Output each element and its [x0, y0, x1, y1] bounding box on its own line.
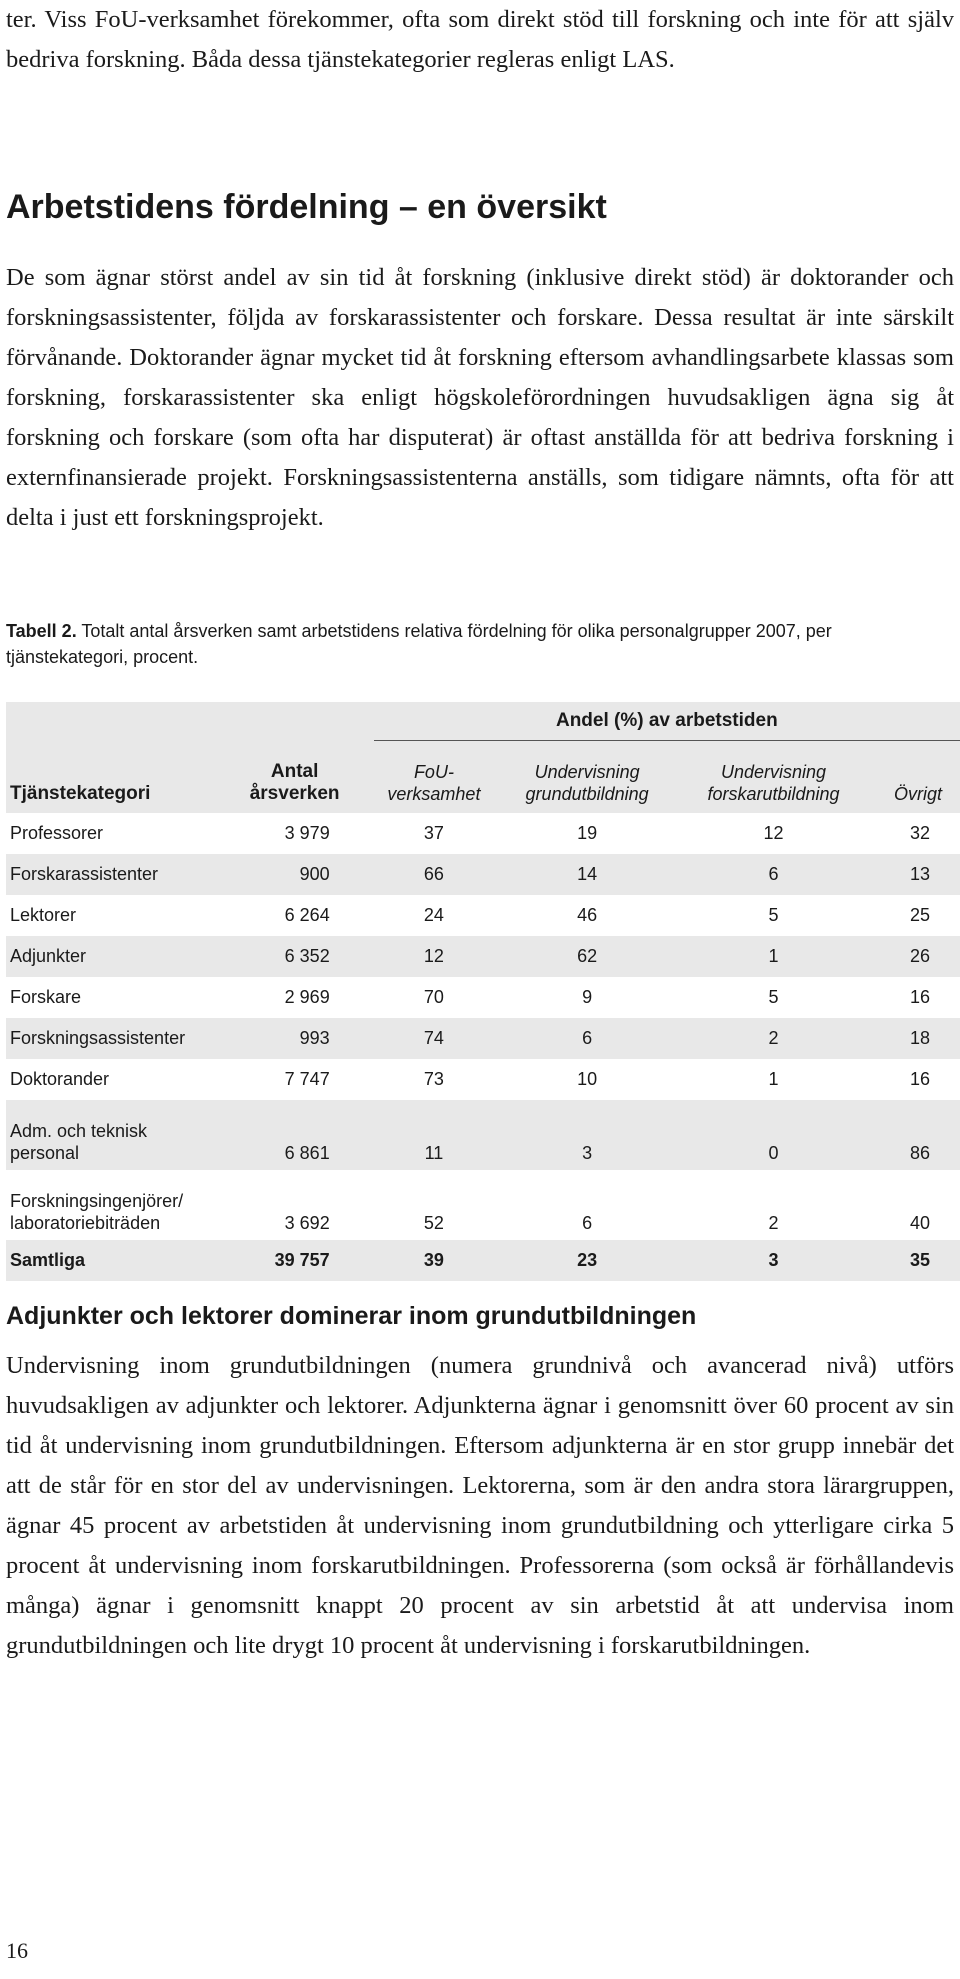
cell-antal: 900	[216, 854, 374, 895]
cell-ug: 62	[494, 936, 680, 977]
cell-fou: 11	[374, 1100, 494, 1170]
cell-ovrigt: 18	[867, 1018, 960, 1059]
col-header-ug-line1: Undervisning	[534, 762, 640, 782]
table-row	[6, 1170, 960, 1240]
col-header-ug	[494, 741, 680, 814]
table-row	[6, 1018, 960, 1059]
cell-fou: 12	[374, 936, 494, 977]
col-header-ug-line2: grundutbildning	[525, 784, 649, 804]
cell-uf: 12	[763, 823, 784, 843]
cell-category: Doktorander	[10, 1069, 110, 1089]
cell-category-line1: Adm. och teknisk	[10, 1121, 148, 1141]
col-header-antal-line2: årsverken	[249, 783, 340, 804]
table-row	[6, 936, 960, 977]
cell-category-line2: personal	[10, 1143, 80, 1163]
cell-category: Lektorer	[10, 905, 77, 925]
cell-antal: 993	[216, 1018, 374, 1059]
table-caption-text: Totalt antal årsverken samt arbetstidens relativa fördelning för olika personalgrupper 2007, per tjänstekategori, procent.	[6, 621, 832, 667]
cell-uf: 3	[680, 1240, 867, 1281]
cell-fou: 73	[423, 1069, 444, 1089]
cell-antal: 6 264	[284, 905, 330, 925]
group-header-andel: Andel (%) av arbetstiden	[374, 702, 960, 741]
col-header-fou	[374, 741, 494, 814]
cell-ug: 46	[577, 905, 598, 925]
cell-fou: 70	[423, 987, 444, 1007]
cell-uf: 0	[680, 1100, 867, 1170]
cell-category: Professorer	[10, 823, 104, 843]
table-row	[6, 854, 960, 895]
section-heading-overview: Arbetstidens fördelning – en översikt	[6, 188, 607, 226]
cell-antal: 3 979	[284, 823, 330, 843]
cell-ovrigt: 86	[867, 1100, 960, 1170]
cell-fou: 52	[423, 1213, 444, 1233]
cell-ug: 19	[577, 823, 598, 843]
col-header-uf-line1: Undervisning	[720, 762, 827, 782]
table-row	[6, 813, 960, 854]
table-row	[6, 1100, 960, 1170]
cell-ovrigt: 13	[867, 854, 960, 895]
cell-category: Forskare	[10, 987, 82, 1007]
cell-ovrigt: 16	[909, 987, 930, 1007]
section-heading-adjunkter: Adjunkter och lektorer dominerar inom grundutbildningen	[6, 1302, 697, 1330]
cell-ug: 14	[494, 854, 680, 895]
cell-ovrigt: 35	[867, 1240, 960, 1281]
cell-ug: 10	[577, 1069, 598, 1089]
cell-category-line2: laboratoriebiträden	[10, 1213, 161, 1233]
cell-ovrigt: 25	[909, 905, 930, 925]
cell-uf: 1	[680, 936, 867, 977]
cell-ovrigt: 32	[909, 823, 930, 843]
col-header-category: Tjänstekategori	[6, 741, 216, 814]
table-row	[6, 895, 960, 936]
overview-paragraph-text: De som ägnar störst andel av sin tid åt forskning (inklusive direkt stöd) är doktorander och forskningsassistenter, följda av forskarassistenter och forskare. Dessa resultat är inte särskilt förvånande. Doktorander ägnar mycket tid åt forskning eftersom avhandlingsarbete klassas som forskning, forskarassistenter ska enligt högskoleförordningen huvudsakligen ägna sig åt forskning och forskare (som ofta har disputerat) är oftast anställda för att bedriva forskning i externfinansierade projekt. Forskningsassistenterna anställs, som tidigare nämnts, ofta för att delta i just ett forskningsprojekt.	[6, 264, 954, 531]
cell-uf: 6	[680, 854, 867, 895]
cell-antal: 2 969	[284, 987, 330, 1007]
cell-antal: 6 352	[216, 936, 374, 977]
cell-fou: 74	[374, 1018, 494, 1059]
cell-ovrigt: 40	[909, 1213, 930, 1233]
cell-fou: 66	[374, 854, 494, 895]
overview-paragraph	[6, 258, 954, 538]
cell-fou: 37	[423, 823, 444, 843]
col-header-ovrigt: Övrigt	[867, 741, 960, 814]
cell-antal: 3 692	[284, 1213, 330, 1233]
col-header-antal-line1: Antal	[270, 761, 319, 782]
cell-category	[6, 1100, 216, 1170]
cell-antal: 6 861	[216, 1100, 374, 1170]
cell-uf: 2	[680, 1018, 867, 1059]
table-row	[6, 977, 960, 1018]
table-group-header-row	[6, 702, 960, 741]
cell-category: Forskarassistenter	[6, 854, 216, 895]
intro-paragraph	[6, 0, 954, 80]
adjunkter-paragraph-text: Undervisning inom grundutbildningen (numera grundnivå och avancerad nivå) utförs huvudsakligen av adjunkter och lektorer. Adjunkterna ägnar i genomsnitt över 60 procent av sin tid åt undervisning inom grundutbildningen. Eftersom adjunkterna är en stor grupp innebär det att de står för en stor del av undervisningen. Lektorerna, som är den andra stora lärargruppen, ägnar 45 procent av arbetstiden åt undervisning inom grundutbildning och ytterligare cirka 5 procent åt undervisning inom forskarutbildningen. Professorerna (som också är förhållandevis många) ägnar i genomsnitt knappt 20 procent av sin arbetstid åt att undervisa inom grundutbildningen och lite drygt 10 procent åt undervisning i forskarutbildningen.	[6, 1352, 954, 1659]
cell-uf: 1	[768, 1069, 779, 1089]
cell-antal: 7 747	[284, 1069, 330, 1089]
cell-antal: 39 757	[216, 1240, 374, 1281]
cell-category	[6, 1170, 216, 1240]
cell-fou: 39	[374, 1240, 494, 1281]
col-header-uf-line2: forskarutbildning	[707, 784, 840, 804]
cell-ug: 9	[582, 987, 593, 1007]
cell-ovrigt: 16	[909, 1069, 930, 1089]
col-header-fou-line1: FoU-	[413, 762, 454, 782]
cell-ug: 6	[582, 1213, 593, 1233]
intro-paragraph-text: ter. Viss FoU-verksamhet förekommer, ofta som direkt stöd till forskning och inte för att själv bedriva forskning. Båda dessa tjänstekategorier regleras enligt LAS.	[6, 6, 954, 73]
worktime-table	[6, 702, 960, 1281]
cell-uf: 5	[768, 987, 779, 1007]
cell-fou: 24	[423, 905, 444, 925]
cell-ug: 6	[494, 1018, 680, 1059]
table-caption-label: Tabell 2.	[6, 621, 77, 641]
cell-ug: 3	[494, 1100, 680, 1170]
col-header-uf	[680, 741, 867, 814]
cell-category: Forskningsassistenter	[6, 1018, 216, 1059]
cell-category: Adjunkter	[6, 936, 216, 977]
table-row	[6, 1059, 960, 1100]
table-caption	[6, 618, 956, 670]
page-number: 16	[6, 1938, 28, 1963]
table-column-header-row	[6, 741, 960, 814]
cell-uf: 2	[768, 1213, 779, 1233]
cell-ovrigt: 26	[867, 936, 960, 977]
table-row-total	[6, 1240, 960, 1281]
col-header-antal	[216, 741, 374, 814]
cell-uf: 5	[768, 905, 779, 925]
col-header-fou-line2: verksamhet	[387, 784, 481, 804]
cell-category: Samtliga	[6, 1240, 216, 1281]
cell-category-line1: Forskningsingenjörer/	[10, 1191, 184, 1211]
adjunkter-paragraph	[6, 1346, 954, 1666]
cell-ug: 23	[494, 1240, 680, 1281]
